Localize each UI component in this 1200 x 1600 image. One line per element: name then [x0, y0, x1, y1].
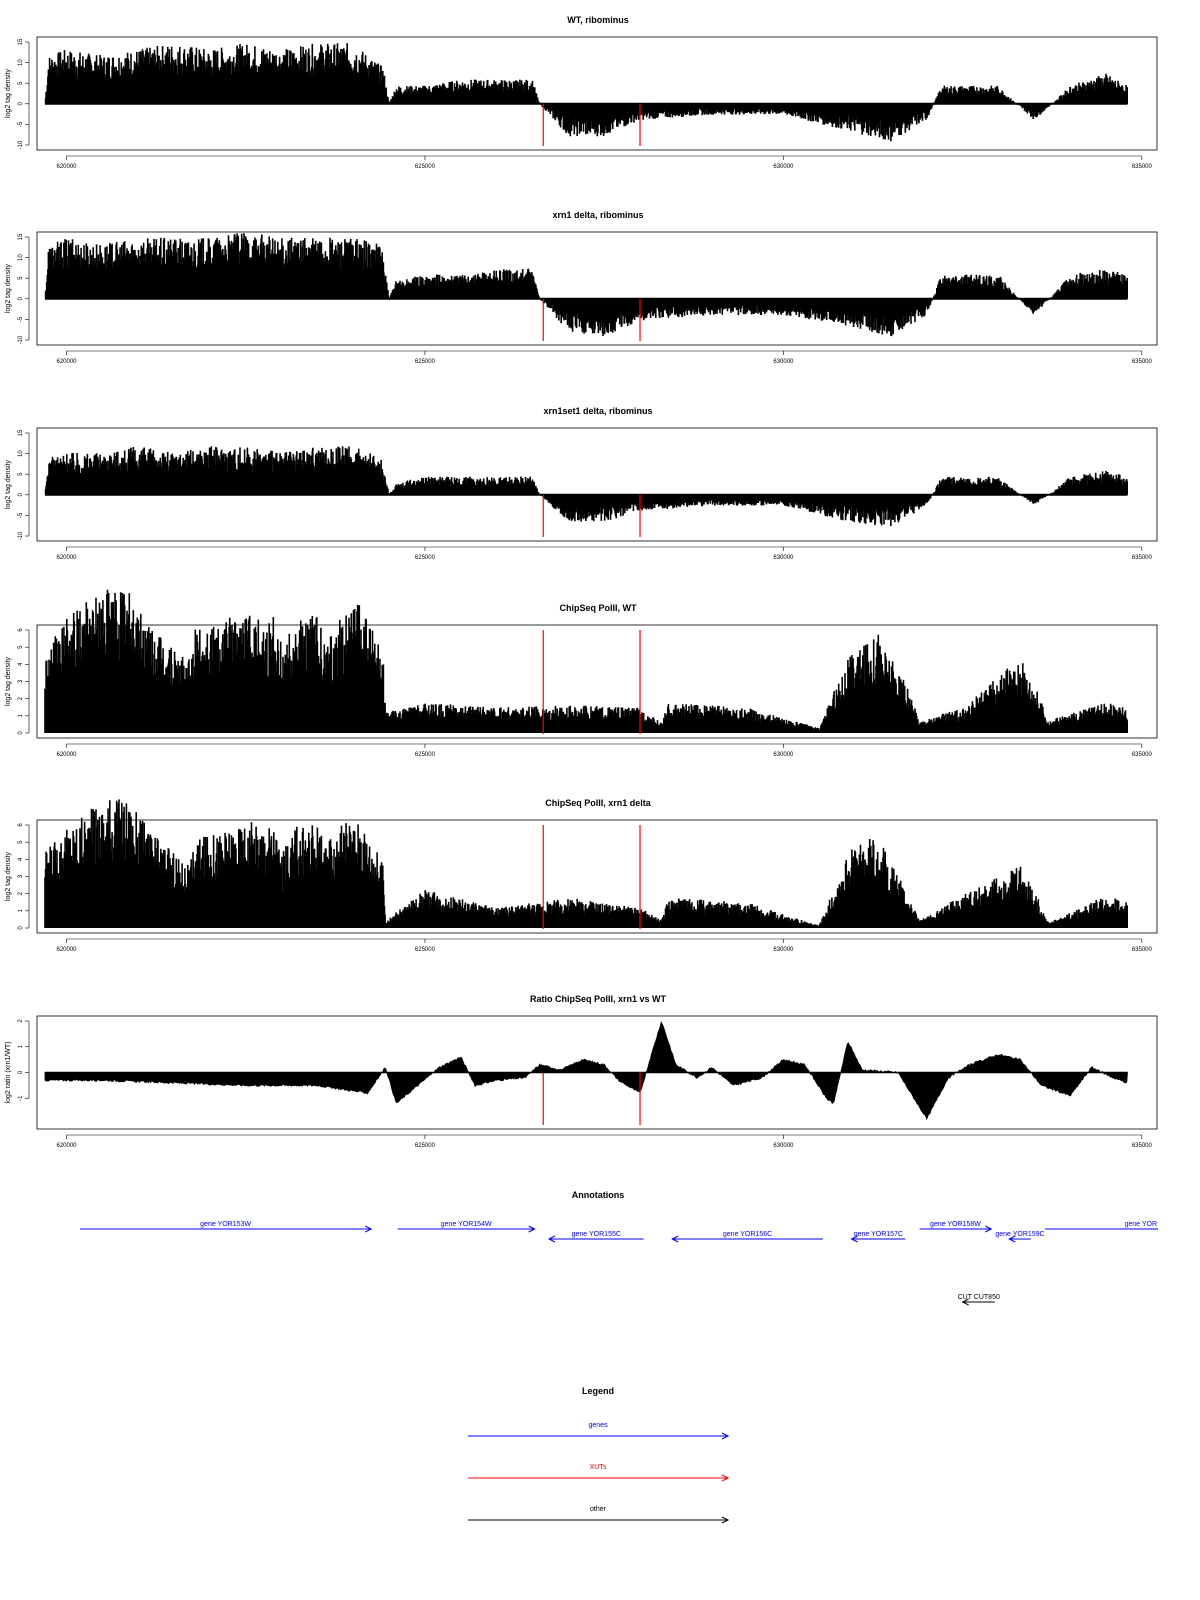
- y-tick-label: 2: [18, 1019, 24, 1023]
- y-tick-label: -5: [18, 316, 24, 323]
- legend-label: other: [590, 1506, 606, 1513]
- panel-1: [5, 15, 1157, 170]
- legend-title: Legend: [581, 1386, 615, 1396]
- y-tick-label: 2: [18, 891, 24, 896]
- legend-label: XUTs: [589, 1464, 607, 1471]
- x-tick-label: 630000: [773, 1143, 794, 1149]
- y-tick-label: 10: [18, 59, 24, 66]
- x-tick-label: 620000: [56, 359, 77, 365]
- density-bars: [45, 799, 1127, 928]
- y-tick-label: 4: [18, 662, 24, 667]
- y-tick-label: 15: [18, 233, 24, 241]
- y-tick-label: 0: [18, 297, 24, 301]
- x-tick-label: 630000: [773, 555, 794, 561]
- gene-annotation: [1045, 1221, 1158, 1229]
- x-tick-label: 620000: [56, 947, 77, 953]
- x-tick-label: 630000: [773, 359, 794, 365]
- panel-title: xrn1 delta, ribominus: [552, 210, 644, 220]
- x-tick-label: 620000: [56, 752, 77, 758]
- panel-title: ChipSeq PolII, WT: [559, 603, 637, 613]
- y-tick-label: 10: [18, 450, 24, 457]
- data-series: [45, 446, 1127, 526]
- y-tick-label: 5: [18, 81, 24, 85]
- panel-title: Ratio ChipSeq PolII, xrn1 vs WT: [529, 994, 667, 1004]
- gene-annotation: [995, 1231, 1044, 1242]
- x-tick-label: 625000: [414, 1143, 435, 1149]
- panel-5: [5, 798, 1157, 953]
- data-series: [45, 233, 1127, 336]
- x-tick-label: 630000: [773, 947, 794, 953]
- panel-4: [5, 590, 1157, 758]
- panel-6: [5, 994, 1157, 1149]
- gene-annotation: [672, 1231, 823, 1242]
- x-tick-label: 625000: [414, 164, 435, 170]
- y-tick-label: 0: [18, 102, 24, 106]
- y-tick-label: 5: [18, 840, 24, 844]
- y-tick-label: 15: [18, 38, 24, 46]
- panel-3: [5, 406, 1157, 561]
- panel-2: [5, 210, 1157, 365]
- y-axis-label: log2 ratio (xrn1/WT): [5, 1041, 12, 1104]
- y-tick-label: -5: [18, 512, 24, 519]
- x-tick-label: 635000: [1131, 947, 1152, 953]
- density-bars: [45, 446, 1127, 526]
- annotations-track: [80, 1190, 1158, 1305]
- y-tick-label: 1: [18, 714, 24, 718]
- x-tick-label: 620000: [56, 555, 77, 561]
- data-series: [45, 43, 1127, 141]
- gene-label: gene YOR: [1124, 1221, 1157, 1228]
- y-tick-label: 5: [18, 645, 24, 649]
- y-tick-label: -1: [18, 1095, 24, 1101]
- y-axis-label: log2 tag density: [5, 263, 12, 314]
- legend-label: genes: [588, 1422, 608, 1429]
- y-tick-label: 0: [18, 731, 24, 735]
- x-tick-label: 625000: [414, 947, 435, 953]
- annotations-title: Annotations: [571, 1190, 625, 1200]
- y-tick-label: 4: [18, 857, 24, 862]
- density-bars: [45, 233, 1127, 336]
- x-tick-label: 635000: [1131, 359, 1152, 365]
- y-tick-label: -10: [18, 531, 24, 541]
- x-tick-label: 635000: [1131, 1143, 1152, 1149]
- gene-annotation: [398, 1221, 535, 1232]
- gene-label: gene YOR153W: [200, 1221, 252, 1228]
- y-axis-label: log2 tag density: [5, 656, 12, 707]
- y-tick-label: -10: [18, 140, 24, 150]
- y-tick-label: 0: [18, 1070, 24, 1075]
- y-tick-label: 6: [18, 823, 24, 827]
- gene-label: gene YOR158W: [930, 1221, 981, 1228]
- legend-item: [468, 1422, 728, 1439]
- gene-label: gene YOR154W: [440, 1221, 492, 1228]
- gene-label: gene YOR156C: [722, 1231, 773, 1238]
- y-tick-label: 5: [18, 472, 24, 476]
- gene-annotation: [851, 1231, 905, 1242]
- gene-annotation: [920, 1221, 992, 1232]
- y-tick-label: 1: [18, 1045, 24, 1049]
- gene-label: gene YOR155C: [571, 1231, 621, 1238]
- y-tick-label: 0: [18, 493, 24, 497]
- x-tick-label: 620000: [56, 1143, 77, 1149]
- legend: [468, 1386, 728, 1523]
- data-series: [45, 1022, 1128, 1119]
- gene-label: gene YOR157C: [853, 1231, 904, 1238]
- density-bars: [45, 43, 1127, 141]
- y-tick-label: 5: [18, 276, 24, 280]
- ratio-area: [45, 1022, 1128, 1119]
- x-tick-label: 635000: [1131, 555, 1152, 561]
- panel-title: xrn1set1 delta, ribominus: [543, 406, 653, 416]
- legend-item: [468, 1506, 728, 1523]
- gene-label: gene YOR159C: [995, 1231, 1045, 1238]
- y-tick-label: -10: [18, 335, 24, 345]
- x-tick-label: 625000: [414, 359, 435, 365]
- other-annotation: [958, 1294, 1000, 1305]
- x-tick-label: 635000: [1131, 752, 1152, 758]
- legend-item: [468, 1464, 728, 1481]
- y-tick-label: 6: [18, 628, 24, 632]
- y-tick-label: 10: [18, 254, 24, 261]
- x-tick-label: 620000: [56, 164, 77, 170]
- y-tick-label: 3: [18, 874, 24, 879]
- y-tick-label: 0: [18, 926, 24, 930]
- x-tick-label: 625000: [414, 555, 435, 561]
- data-series: [45, 799, 1127, 928]
- x-tick-label: 625000: [414, 752, 435, 758]
- x-tick-label: 630000: [773, 752, 794, 758]
- y-tick-label: 3: [18, 679, 24, 684]
- y-axis-label: log2 tag density: [5, 459, 12, 510]
- y-tick-label: -5: [18, 121, 24, 128]
- gene-annotation: [549, 1231, 644, 1242]
- panel-title: ChipSeq PolII, xrn1 delta: [545, 798, 651, 808]
- y-axis-label: log2 tag density: [5, 851, 12, 902]
- y-tick-label: 15: [18, 429, 24, 437]
- other-label: CUT CUT850: [957, 1294, 1000, 1301]
- panel-title: WT, ribominus: [567, 15, 629, 25]
- y-axis-label: log2 tag density: [5, 68, 12, 119]
- gene-annotation: [80, 1221, 371, 1232]
- x-tick-label: 630000: [773, 164, 794, 170]
- y-tick-label: 1: [18, 909, 24, 913]
- x-tick-label: 635000: [1131, 164, 1152, 170]
- y-tick-label: 2: [18, 696, 24, 701]
